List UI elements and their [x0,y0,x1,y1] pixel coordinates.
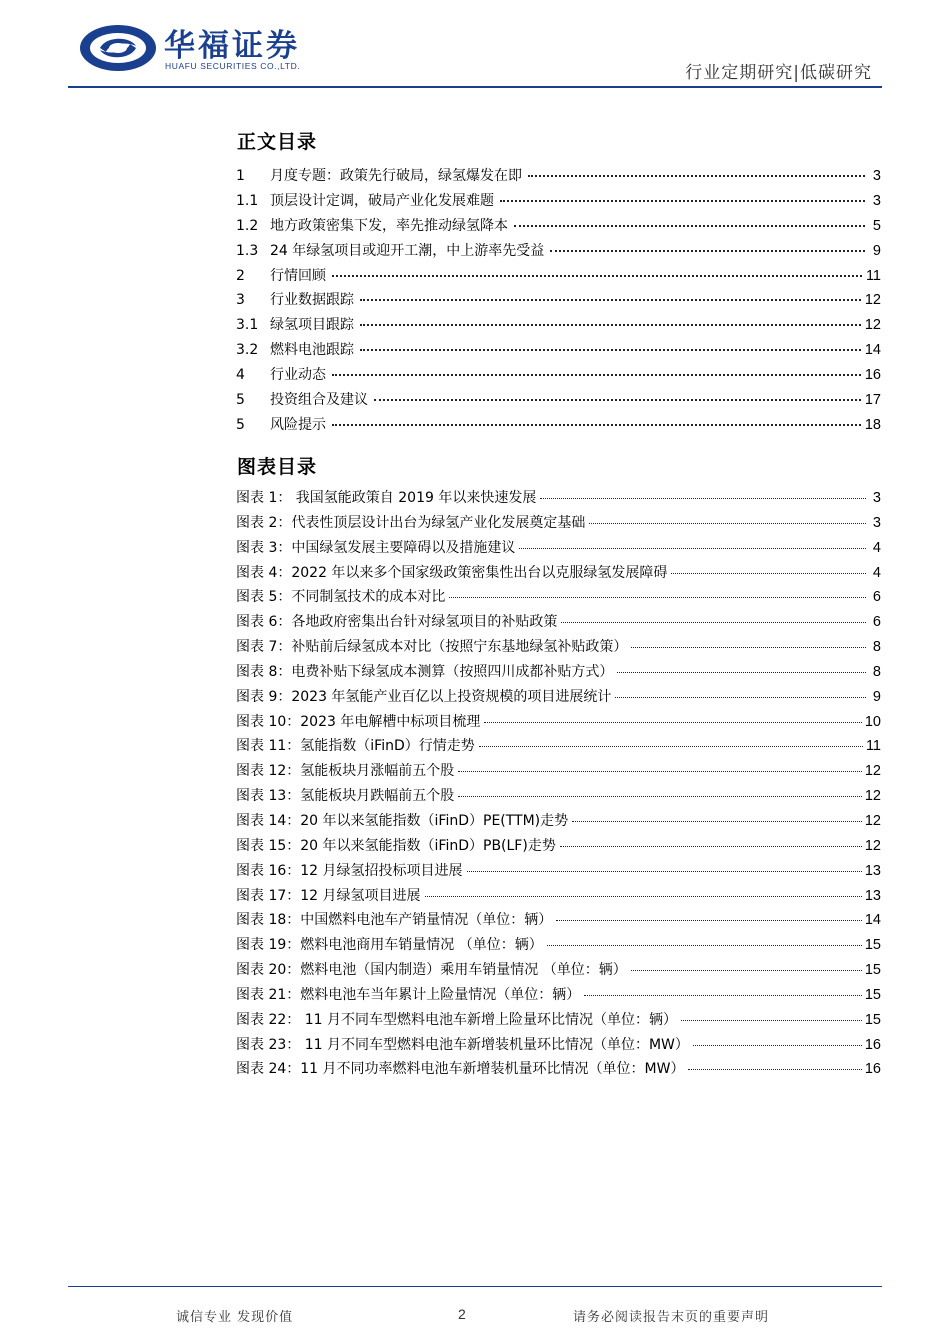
dot-leader [688,1069,861,1070]
dot-leader [560,846,862,847]
figure-entry[interactable] [236,661,881,686]
figure-entry[interactable] [236,1034,881,1059]
dot-leader [556,920,862,921]
dot-leader [484,722,862,723]
figure-entry[interactable] [236,611,881,636]
figure-entry[interactable] [236,562,881,587]
toc-entry-number: 4 [236,367,245,384]
dot-leader [631,647,866,648]
figure-entry-page: 15 [864,962,881,979]
figure-entry-label: 图表 15：20 年以来氢能指数（iFinD）PB(LF)走势 [236,837,556,854]
dot-leader [514,225,865,227]
toc-entry-page: 3 [872,192,881,209]
dot-leader [360,349,861,351]
figure-entry-label: 图表 17：12 月绿氢项目进展 [236,887,421,904]
toc-title: 正文目录 [237,131,318,153]
dot-leader [589,523,866,524]
toc-entry-page: 17 [864,392,881,409]
figure-entry-label: 图表 12：氢能板块月涨幅前五个股 [236,763,455,780]
dot-leader [615,697,866,698]
figure-entry[interactable] [236,735,881,760]
figure-entry-label: 图表 21：燃料电池车当年累计上险量情况（单位：辆） [236,986,581,1003]
figure-entry-label: 图表 1： 我国氢能政策自 2019 年以来快速发展 [236,490,537,506]
header-divider [68,86,882,88]
figure-entry-label: 图表 6：各地政府密集出台针对绿氢项目的补贴政策 [236,614,558,631]
figure-entry-page: 10 [864,713,881,730]
figure-entry[interactable] [236,785,881,810]
figure-entry-label: 图表 24：11 月不同功率燃料电池车新增装机量环比情况（单位：MW） [236,1061,685,1078]
figure-list [236,487,881,1083]
figure-entry[interactable] [236,860,881,885]
figure-entry-page: 8 [872,663,881,680]
dot-leader [550,250,865,252]
dot-leader [360,324,861,326]
toc-entry-number: 3.2 [236,342,259,359]
figure-entry-page: 11 [865,738,881,755]
figure-entry-page: 9 [872,688,881,705]
figure-entry-page: 15 [864,937,881,954]
toc-entry-label: 投资组合及建议 [270,392,368,409]
figure-entry-label: 图表 13：氢能板块月跌幅前五个股 [236,788,455,805]
figure-entry-page: 6 [872,589,881,606]
figure-entry-label: 图表 14：20 年以来氢能指数（iFinD）PE(TTM)走势 [236,812,569,829]
dot-leader [425,896,862,897]
dot-leader [467,871,862,872]
figure-entry-label: 图表 9：2023 年氢能产业百亿以上投资规模的项目进展统计 [236,688,612,705]
figure-entry-page: 16 [864,1036,881,1053]
toc-entry[interactable] [236,339,881,364]
toc-entry-label: 风险提示 [270,416,326,433]
figure-entry-label: 图表 8：电费补贴下绿氢成本测算（按照四川成都补贴方式） [236,663,614,680]
figure-entry[interactable] [236,1009,881,1034]
figure-list-title: 图表目录 [237,456,318,478]
figure-entry[interactable] [236,586,881,611]
dot-leader [458,771,862,772]
toc-entry-number: 1.1 [236,192,259,209]
figure-entry-page: 4 [872,564,881,581]
figure-entry-page: 14 [864,912,881,929]
figure-entry[interactable] [236,934,881,959]
figure-entry-page: 6 [872,614,881,631]
figure-entry-label: 图表 20：燃料电池（国内制造）乘用车销量情况 （单位：辆） [236,962,627,979]
figure-entry[interactable] [236,537,881,562]
footer-divider [68,1286,882,1287]
figure-entry-label: 图表 2：代表性顶层设计出台为绿氢产业化发展奠定基础 [236,514,586,531]
toc-entry-number: 3.1 [236,317,259,334]
dot-leader [561,622,866,623]
dot-leader [500,200,865,202]
figure-entry-page: 13 [864,862,881,879]
dot-leader [681,1020,862,1021]
dot-leader [458,796,862,797]
figure-entry-page: 3 [872,490,881,506]
page-number: 2 [458,1306,466,1322]
dot-leader [547,945,862,946]
figure-entry-label: 图表 10：2023 年电解槽中标项目梳理 [236,713,481,730]
toc-entry-number: 1.2 [236,217,259,234]
toc-entry-number: 5 [236,392,245,409]
dot-leader [693,1045,862,1046]
figure-entry-label: 图表 3：中国绿氢发展主要障碍以及措施建议 [236,539,516,556]
toc-entry-page: 14 [864,342,881,359]
figure-entry-label: 图表 19：燃料电池商用车销量情况 （单位：辆） [236,937,543,954]
figure-entry-page: 12 [864,837,881,854]
figure-entry-page: 12 [864,763,881,780]
document-type: 行业定期研究|低碳研究 [685,63,872,83]
dot-leader [332,374,861,376]
figure-entry-label: 图表 4：2022 年以来多个国家级政策密集性出台以克服绿氢发展障碍 [236,564,668,581]
toc-entry-number: 3 [236,292,245,309]
toc-entry-page: 9 [872,242,881,259]
figure-entry[interactable] [236,810,881,835]
dot-leader [572,821,862,822]
toc-entry[interactable] [236,364,881,389]
figure-entry-page: 13 [864,887,881,904]
dot-leader [540,498,866,499]
figure-entry-page: 4 [872,539,881,556]
dot-leader [479,746,863,747]
toc-entry[interactable] [236,215,881,240]
toc-entry-label: 燃料电池跟踪 [270,342,354,359]
company-name: 华福证券 [164,28,300,64]
figure-entry-page: 3 [872,514,881,531]
figure-entry-label: 图表 7：补贴前后绿氢成本对比（按照宁东基地绿氢补贴政策） [236,639,628,656]
figure-entry[interactable] [236,909,881,934]
figure-entry[interactable] [236,760,881,785]
figure-entry-label: 图表 5：不同制氢技术的成本对比 [236,589,446,606]
figure-entry[interactable] [236,984,881,1009]
figure-entry[interactable] [236,959,881,984]
toc-entry[interactable] [236,289,881,314]
dot-leader [332,275,862,277]
figure-entry[interactable] [236,1058,881,1083]
toc-entry-label: 行情回顾 [270,267,326,284]
dot-leader [617,672,866,673]
toc-entry-number: 1 [236,168,245,184]
figure-entry-label: 图表 22： 11 月不同车型燃料电池车新增上险量环比情况（单位：辆） [236,1011,677,1028]
dot-leader [519,548,866,549]
toc-entry[interactable] [236,389,881,414]
dot-leader [528,175,865,177]
figure-entry[interactable] [236,885,881,910]
figure-entry-label: 图表 23： 11 月不同车型燃料电池车新增装机量环比情况（单位：MW） [236,1036,689,1053]
dot-leader [449,597,866,598]
toc-entry-page: 11 [865,267,881,284]
footer-disclaimer: 请务必阅读报告末页的重要声明 [573,1310,770,1325]
toc-entry-label: 24 年绿氢项目或迎开工潮，中上游率先受益 [270,242,545,259]
toc-entry-number: 5 [236,416,245,433]
toc-entry[interactable] [236,314,881,339]
dot-leader [332,424,861,426]
figure-entry[interactable] [236,835,881,860]
figure-entry-page: 12 [864,788,881,805]
toc-entry-page: 5 [872,217,881,234]
toc-entry[interactable] [236,190,881,215]
dot-leader [631,970,862,971]
toc-entry[interactable] [236,165,881,190]
toc-entry-number: 2 [236,267,245,284]
figure-entry[interactable] [236,686,881,711]
figure-entry[interactable] [236,636,881,661]
toc-entry-page: 18 [864,416,881,433]
toc-entry-number: 1.3 [236,242,259,259]
toc-list [236,165,881,439]
dot-leader [671,573,866,574]
figure-entry-label: 图表 11：氢能指数（iFinD）行情走势 [236,738,475,755]
toc-entry-label: 地方政策密集下发，率先推动绿氢降本 [270,217,508,234]
toc-entry-label: 行业动态 [270,367,326,384]
figure-entry-page: 15 [864,986,881,1003]
figure-entry[interactable] [236,487,881,512]
company-name-english: HUAFU SECURITIES CO.,LTD. [165,61,301,71]
toc-entry-page: 12 [864,317,881,334]
dot-leader [360,299,861,301]
dot-leader [584,995,862,996]
figure-entry-page: 16 [864,1061,881,1078]
figure-entry-page: 15 [864,1011,881,1028]
footer-slogan: 诚信专业 发现价值 [176,1310,294,1325]
figure-entry[interactable] [236,711,881,736]
figure-entry[interactable] [236,512,881,537]
toc-entry[interactable] [236,265,881,290]
toc-entry-page: 12 [864,292,881,309]
toc-entry[interactable] [236,414,881,439]
toc-entry-label: 顶层设计定调，破局产业化发展难题 [270,192,494,209]
figure-entry-page: 12 [864,812,881,829]
toc-entry-label: 行业数据跟踪 [270,292,354,309]
dot-leader [374,399,861,401]
figure-entry-label: 图表 18：中国燃料电池车产销量情况（单位：辆） [236,912,553,929]
toc-entry[interactable] [236,240,881,265]
toc-entry-page: 3 [872,168,881,184]
toc-entry-page: 16 [864,367,881,384]
toc-entry-label: 月度专题：政策先行破局，绿氢爆发在即 [270,168,522,184]
figure-entry-page: 8 [872,639,881,656]
figure-entry-label: 图表 16：12 月绿氢招投标项目进展 [236,862,463,879]
toc-entry-label: 绿氢项目跟踪 [270,317,354,334]
